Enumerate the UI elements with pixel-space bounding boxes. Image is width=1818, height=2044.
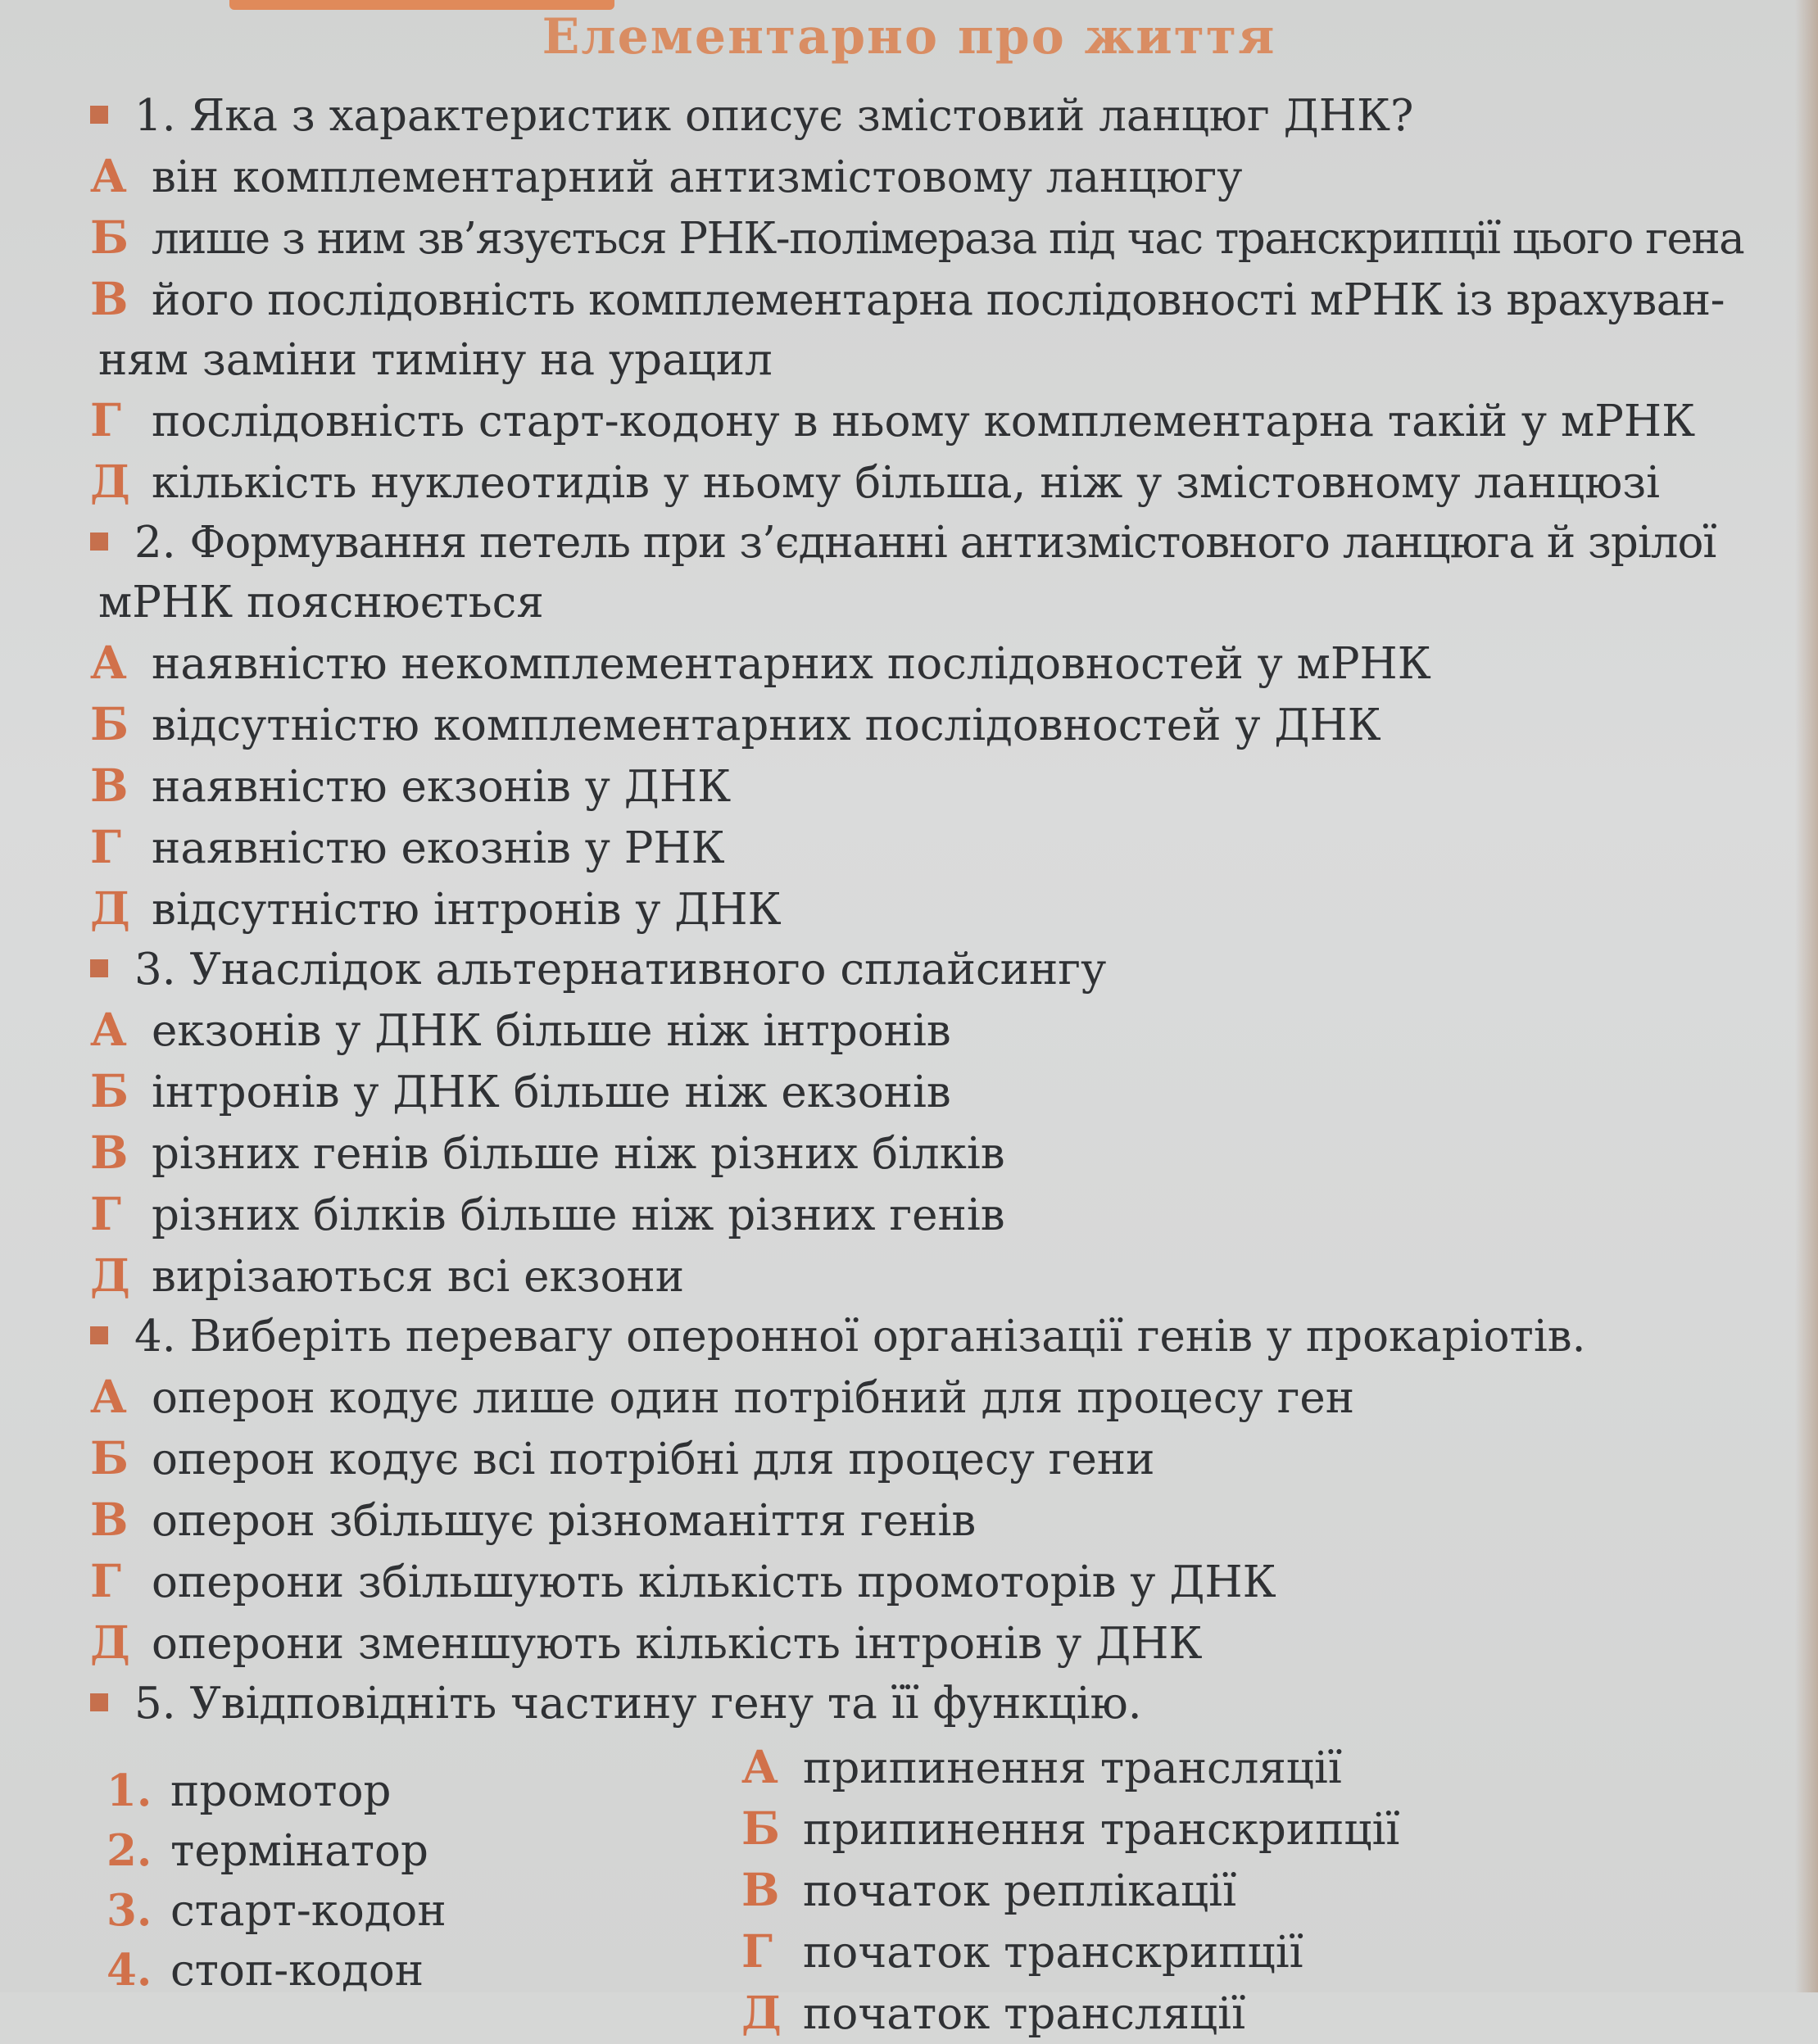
option-text: наявністю некомплементарних послідовностей у мРНК — [152, 639, 1431, 689]
option — [90, 817, 1794, 878]
gene-parts-list — [107, 1761, 447, 2001]
option-letter: А — [741, 1740, 778, 1793]
question-text: Виберіть перевагу оперонної організації генів у прокаріотів. — [189, 1312, 1586, 1362]
option-letter: А — [90, 149, 127, 202]
square-bullet-icon — [90, 106, 108, 124]
option-text: кількість нуклеотидів у ньому більша, ніж у змістовному ланцюзі — [152, 458, 1661, 508]
option-text: різних генів більше ніж різних білків — [152, 1129, 1005, 1179]
list-item — [107, 1761, 447, 1821]
question-2 — [90, 513, 1794, 573]
question-text: Яка з характеристик описує змістовий ланцюг ДНК? — [189, 91, 1414, 141]
option-text: вирізаються всі екзони — [152, 1252, 685, 1302]
option — [90, 1061, 1794, 1122]
option-text: його послідовність комплементарна послідовності мРНК із врахуван- — [152, 275, 1725, 325]
option-letter: В — [741, 1863, 780, 1916]
option-letter: А — [90, 636, 127, 689]
option-text: різних білків більше ніж різних генів — [152, 1190, 1005, 1240]
list-item — [107, 1941, 447, 2001]
item-number: 3. — [107, 1885, 152, 1936]
questions-content — [90, 86, 1794, 2039]
option-letter: В — [90, 272, 129, 325]
option-text: припинення транскрипції — [803, 1805, 1400, 1855]
item-text: стоп-кодон — [170, 1946, 424, 1996]
option — [741, 1798, 1399, 1860]
option — [90, 451, 1794, 513]
option-text: інтронів у ДНК більше ніж екзонів — [152, 1067, 951, 1117]
option-text: наявністю екзонів у ДНК — [152, 762, 732, 812]
item-text: промотор — [170, 1766, 392, 1816]
square-bullet-icon — [90, 533, 108, 551]
option — [90, 1612, 1794, 1674]
option-letter: Б — [741, 1802, 780, 1855]
option-text: оперони зменшують кількість інтронів у ДНК — [152, 1619, 1203, 1669]
option — [90, 146, 1794, 207]
option-letter: Г — [90, 1187, 121, 1240]
question-number: 3. — [134, 945, 176, 995]
option-text: послідовність старт-кодону в ньому комплементарна такій у мРНК — [152, 397, 1696, 446]
option — [90, 207, 1794, 269]
item-number: 4. — [107, 1945, 152, 1996]
option — [90, 694, 1794, 755]
option — [90, 632, 1794, 694]
question-text: Формування петель при з’єднанні антизмістовного ланцюга й зрілої — [189, 518, 1716, 568]
option-letter: Б — [90, 697, 129, 750]
option — [90, 878, 1794, 940]
option-letter: Д — [741, 1986, 782, 2039]
option — [741, 1983, 1399, 2044]
question-number: 2. — [134, 518, 176, 568]
option-letter: Д — [90, 455, 130, 508]
option-letter: Д — [90, 882, 130, 935]
option — [90, 1366, 1794, 1428]
option — [90, 755, 1794, 817]
option — [741, 1737, 1399, 1798]
option — [90, 1184, 1794, 1245]
option — [90, 1489, 1794, 1551]
functions-list — [741, 1737, 1399, 2044]
option-letter: А — [90, 1003, 127, 1056]
question-3 — [90, 940, 1794, 999]
page-title: Елементарно про життя — [542, 8, 1276, 66]
question-text: Унаслідок альтернативного сплайсингу — [189, 945, 1107, 995]
option-text: початок транскрипції — [803, 1928, 1303, 1978]
option-text: початок трансляції — [803, 1989, 1246, 2039]
option-letter: Г — [90, 820, 121, 873]
option-letter: А — [90, 1370, 127, 1423]
list-item — [107, 1881, 447, 1941]
matching-block — [90, 1737, 1794, 2039]
option — [741, 1860, 1399, 1921]
option — [90, 1551, 1794, 1612]
question-1 — [90, 86, 1794, 146]
option-text: він комплементарний антизмістовому ланцюгу — [152, 152, 1243, 202]
option-letter: В — [90, 1493, 129, 1546]
option-letter: Г — [90, 1554, 121, 1607]
option-text: початок реплікації — [803, 1866, 1237, 1916]
question-number: 5. — [134, 1679, 176, 1729]
square-bullet-icon — [90, 959, 108, 977]
option-letter: Б — [90, 1431, 129, 1484]
option — [90, 1245, 1794, 1307]
question-number: 1. — [134, 91, 176, 141]
list-item — [107, 1821, 447, 1881]
question-5 — [90, 1674, 1794, 1734]
option-letter: В — [90, 1126, 129, 1179]
item-number: 1. — [107, 1765, 152, 1816]
square-bullet-icon — [90, 1693, 108, 1711]
option-letter: Д — [90, 1616, 130, 1669]
option-text: оперон кодує лише один потрібний для процесу ген — [152, 1373, 1355, 1423]
page-edge-shadow — [1795, 0, 1818, 1992]
option-text: оперон кодує всі потрібні для процесу гени — [152, 1434, 1155, 1484]
question-continuation: мРНК пояснюється — [98, 578, 544, 628]
option-text: відсутністю інтронів у ДНК — [152, 885, 782, 935]
item-text: старт-кодон — [170, 1886, 447, 1936]
option-text: оперон збільшує різноманіття генів — [152, 1496, 977, 1546]
option-text: екзонів у ДНК більше ніж інтронів — [152, 1006, 951, 1056]
option-text: оперони збільшують кількість промоторів у ДНК — [152, 1557, 1276, 1607]
option-text: лише з ним зв’язується РНК-полімераза під час транскрипції цього гена — [152, 214, 1744, 264]
option-letter: В — [90, 759, 129, 812]
option-letter: Г — [741, 1924, 773, 1978]
option — [90, 1122, 1794, 1184]
option-continuation: ням заміни тиміну на урацил — [98, 335, 773, 385]
item-text: термінатор — [170, 1826, 428, 1876]
option — [90, 390, 1794, 451]
item-number: 2. — [107, 1825, 152, 1876]
option — [90, 999, 1794, 1061]
option-letter: Б — [90, 211, 129, 264]
option — [90, 269, 1794, 330]
option-letter: Б — [90, 1064, 129, 1117]
option — [741, 1921, 1399, 1983]
question-number: 4. — [134, 1312, 176, 1362]
option-text: припинення трансляції — [803, 1743, 1342, 1793]
question-4 — [90, 1307, 1794, 1366]
option — [90, 1428, 1794, 1489]
question-text: Увідповідніть частину гену та її функцію. — [189, 1679, 1142, 1729]
square-bullet-icon — [90, 1326, 108, 1344]
option-letter: Д — [90, 1249, 130, 1302]
option-text: наявністю екознів у РНК — [152, 823, 725, 873]
option-letter: Г — [90, 393, 121, 446]
option-text: відсутністю комплементарних послідовностей у ДНК — [152, 700, 1381, 750]
